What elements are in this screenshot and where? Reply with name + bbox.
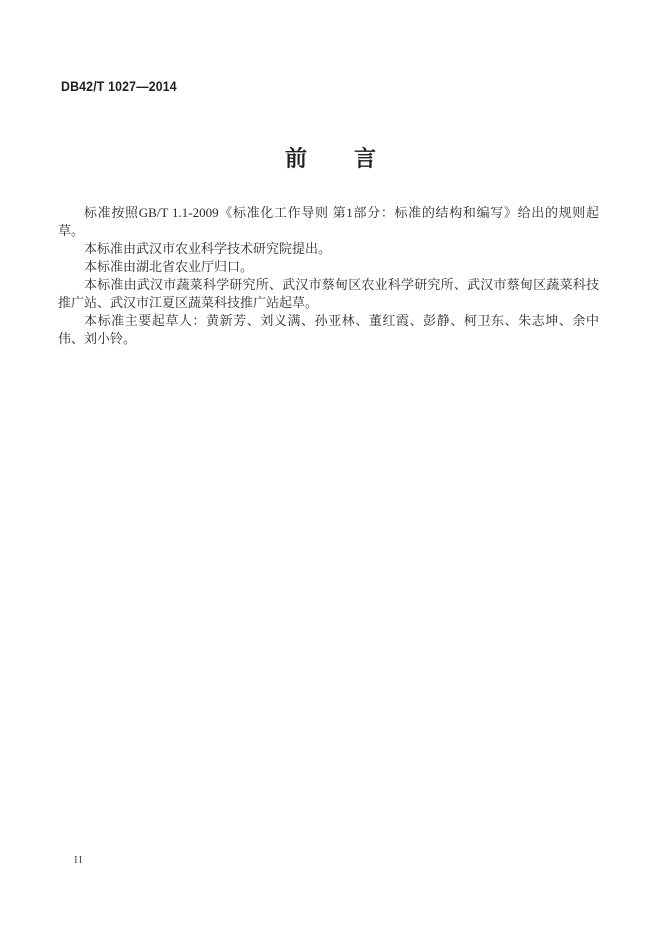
- foreword-paragraph-drafting-organizations: 本标准由武汉市蔬菜科学研究所、武汉市蔡甸区农业科学研究所、武汉市蔡甸区蔬菜科技推广站、武汉市江夏区蔬菜科技推广站起草。: [58, 277, 599, 310]
- foreword-paragraph-drafters: 本标准主要起草人：黄新芳、刘义满、孙亚林、董红霞、彭静、柯卫东、朱志坤、余中伟、刘小铃。: [58, 313, 599, 346]
- foreword-body: [58, 204, 599, 348]
- foreword-paragraph-drafting-rules: 标准按照GB/T 1.1-2009《标准化工作导则 第1部分：标准的结构和编写》给出的规则起草。: [58, 205, 599, 238]
- standard-number-header: DB42/T 1027—2014: [61, 78, 177, 94]
- foreword-paragraph-centralized-by: 本标准由湖北省农业厅归口。: [84, 259, 254, 274]
- foreword-paragraph-proposed-by: 本标准由武汉市农业科学技术研究院提出。: [84, 241, 332, 256]
- footer-page-number: II: [74, 854, 84, 866]
- foreword-title: 前 言: [284, 146, 377, 171]
